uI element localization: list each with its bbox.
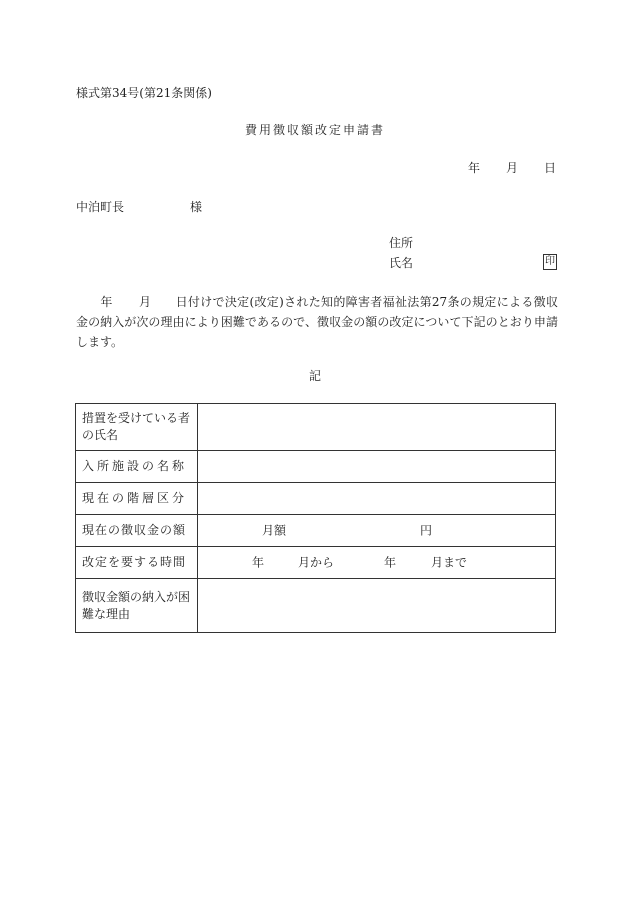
from-month-label: 月から xyxy=(298,555,335,569)
current-amount-field[interactable] xyxy=(198,515,556,547)
body-year: 年 xyxy=(100,295,113,309)
row-label-reason: 徴収金額の納入が困難な理由 xyxy=(76,579,198,633)
yen-label: 円 xyxy=(420,523,433,537)
table-row xyxy=(76,483,556,515)
table-row xyxy=(76,579,556,633)
address-label: 住所 xyxy=(389,236,414,250)
table-row xyxy=(76,451,556,483)
table-row xyxy=(76,404,556,451)
table-row xyxy=(76,547,556,579)
addressee xyxy=(76,200,202,214)
date-month: 月 xyxy=(505,161,518,175)
name-label: 氏名 xyxy=(389,256,414,270)
form-number: 様式第34号(第21条関係) xyxy=(76,86,212,100)
date-line xyxy=(468,161,556,175)
row-label-facility: 入所施設の名称 xyxy=(76,451,198,483)
period-field[interactable] xyxy=(198,547,556,579)
seal-mark: 印 xyxy=(543,254,557,270)
date-day: 日 xyxy=(543,161,556,175)
row-label-class: 現在の階層区分 xyxy=(76,483,198,515)
to-year-label: 年 xyxy=(384,555,397,569)
from-year-label: 年 xyxy=(252,555,265,569)
row-label-period: 改定を要する時間 xyxy=(76,547,198,579)
application-table xyxy=(75,403,556,633)
addressee-honorific: 様 xyxy=(190,200,203,214)
document-title: 費用徴収額改定申請書 xyxy=(244,123,385,137)
date-year: 年 xyxy=(467,161,480,175)
reason-field[interactable] xyxy=(198,579,556,633)
person-name-field[interactable] xyxy=(198,404,556,451)
ki-heading: 記 xyxy=(308,369,321,383)
body-text: 日付けで決定(改定)された知的障害者福祉法第27条の規定による徴収金の納入が次の理由により困難であるので、徴収金の額の改定について下記のとおり申請します。 xyxy=(76,295,558,349)
row-label-current-amount: 現在の徴収金の額 xyxy=(76,515,198,547)
facility-field[interactable] xyxy=(198,451,556,483)
monthly-label: 月額 xyxy=(262,523,287,537)
body-paragraph xyxy=(76,292,558,352)
class-field[interactable] xyxy=(198,483,556,515)
row-label-person-name: 措置を受けている者の氏名 xyxy=(76,404,198,451)
addressee-name: 中泊町長 xyxy=(76,200,125,214)
to-month-label: 月まで xyxy=(431,555,468,569)
table-row xyxy=(76,515,556,547)
body-month: 月 xyxy=(138,295,152,309)
